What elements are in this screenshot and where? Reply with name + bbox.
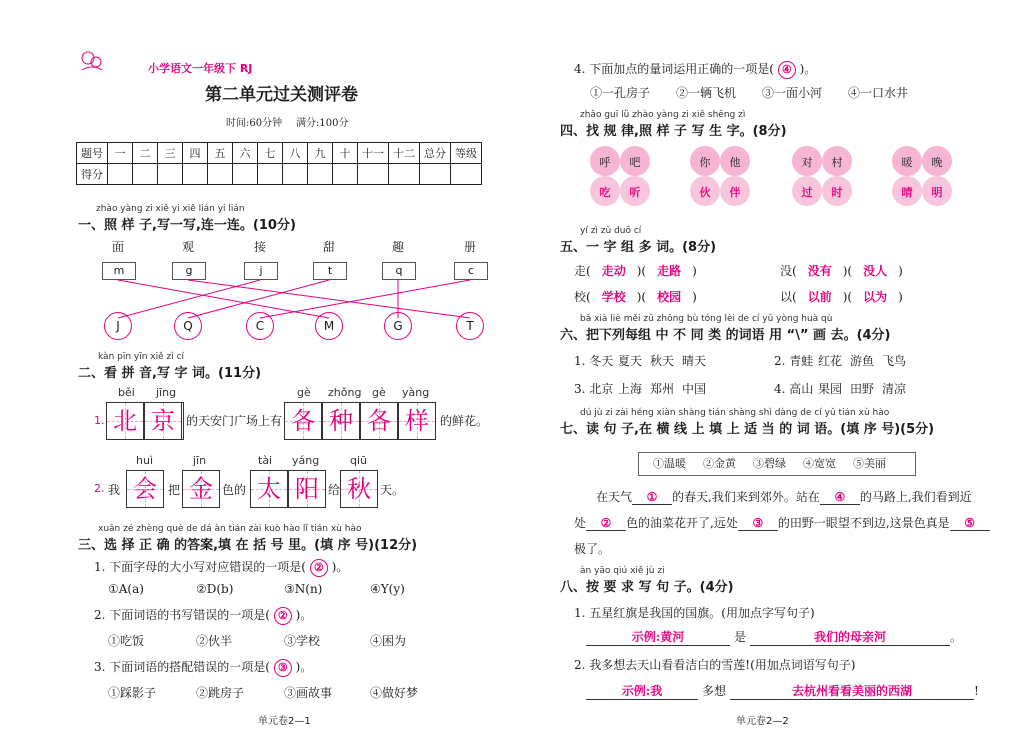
s2-tian: 天。 — [380, 483, 405, 497]
s3-q1-opt3: ③N(n) — [284, 582, 323, 596]
word-bank-item: ①温暖 — [653, 457, 686, 470]
char-yang: 样 — [398, 402, 436, 440]
s5-pinyin: yí zì zǔ duō cí — [580, 226, 642, 236]
s3-q2-opt1: ①吃饭 — [108, 634, 145, 648]
py-ge1: gè — [297, 386, 311, 399]
s8-title: 八、按 要 求 写 句 子。(4分) — [560, 580, 734, 595]
s3-q4-opt3: ③一面小河 — [762, 86, 823, 100]
s3-q1: 1. 下面字母的大小写对应错误的一项是( ② )。 — [94, 558, 348, 577]
score-header-cell: 十 — [333, 143, 358, 164]
series-label: 小学语文一年级下 RJ — [148, 62, 253, 75]
s6-word: 红花 — [818, 354, 843, 368]
py-hui: huì — [136, 454, 153, 467]
s2-gei: 给 — [328, 483, 341, 497]
s2-title: 二、看 拼 音,写 字 词。(11分) — [78, 366, 262, 381]
s8-q1: 1. 五星红旗是我国的国旗。(用加点字写句子) — [574, 606, 815, 620]
s8-q2-answer: 示例:我 多想 去杭州看看美丽的西湖 ! — [586, 682, 979, 700]
s7-title: 七、读 句 子,在 横 线 上 填 上 适 当 的 词 语。(填 序 号)(5分) — [560, 422, 935, 437]
word-bank-item: ②金黄 — [703, 457, 736, 470]
score-header-cell: 三 — [158, 143, 183, 164]
s3-q2-opt4: ④困为 — [370, 634, 407, 648]
s1-lower-box: g — [172, 262, 206, 280]
s1-lower-box: c — [454, 262, 488, 280]
s5-row: 校( 学校 )( 校园 ) — [574, 290, 697, 304]
s3-q1-opt2: ②D(b) — [196, 582, 234, 596]
py-jing: jīng — [156, 386, 177, 399]
score-header-cell: 十一 — [358, 143, 389, 164]
s1-pinyin: zhào yàng zi xiě yi xiě lián yi lián — [96, 204, 245, 214]
s6-word: 飞鸟 — [882, 354, 907, 368]
s4-pinyin: zhǎo guī lǜ zhào yàng zi xiě shēng zì — [580, 110, 746, 120]
s7-line2: 处 ② 色的油菜花开了,远处 ③ 的田野一眼望不到边,这景色真是 ⑤ — [574, 514, 990, 531]
s1-lower-box: j — [244, 262, 278, 280]
s1-lower-box: q — [382, 262, 416, 280]
s6-word: 果园 — [818, 382, 843, 396]
s3-q3-opt2: ②跳房子 — [196, 686, 245, 700]
s1-char: 观 — [182, 240, 195, 254]
word-bank-item: ④宽宽 — [803, 457, 836, 470]
score-header-cell: 九 — [308, 143, 333, 164]
s8-q2: 2. 我多想去天山看看洁白的雪莲!(用加点词语写句子) — [574, 658, 856, 672]
score-header-cell: 题号 — [77, 143, 108, 164]
score-header-cell: 总分 — [420, 143, 451, 164]
s6-title: 六、把下列每组 中 不 同 类 的词语 用 “\” 画 去。(4分) — [560, 328, 891, 343]
char-yang2: 阳 — [288, 470, 326, 508]
py-tai: tài — [258, 454, 273, 467]
s1-match-lines — [0, 0, 520, 340]
s1-lower-box: m — [102, 262, 136, 280]
s1-upper-circle: G — [384, 312, 412, 340]
char-zhong: 种 — [322, 402, 360, 440]
s3-q2-opt3: ③学校 — [284, 634, 321, 648]
page-title: 第二单元过关测评卷 — [205, 85, 358, 105]
score-label: 满分:100分 — [296, 118, 349, 129]
py-jin: jīn — [193, 454, 207, 467]
char-ge1: 各 — [284, 402, 322, 440]
s3-q3: 3. 下面词语的搭配错误的一项是( ③ )。 — [94, 658, 312, 677]
s2-mid1: 的天安门广场上有 — [186, 414, 283, 428]
s3-q2-opt2: ②伙半 — [196, 634, 233, 648]
flower-card: 暖 晚 晴 明 — [890, 144, 954, 208]
char-qiu: 秋 — [340, 470, 378, 508]
score-header-cell: 四 — [183, 143, 208, 164]
s3-pinyin: xuǎn zé zhèng què de dá àn tián zài kuò hào lǐ tián xù hào — [98, 524, 362, 534]
flower-card: 你 他 伙 伴 — [688, 144, 752, 208]
score-header-cell: 五 — [208, 143, 233, 164]
s1-title: 一、照 样 子,写一写,连一连。(10分) — [78, 218, 296, 233]
word-bank-item: ⑤美丽 — [853, 457, 886, 470]
footer-right: 单元卷2—2 — [736, 716, 789, 727]
s1-upper-circle: C — [246, 312, 274, 340]
s5-row: 以( 以前 )( 以为 ) — [780, 290, 903, 304]
score-header-cell: 六 — [233, 143, 258, 164]
char-ge2: 各 — [360, 402, 398, 440]
py-qiu: qiū — [350, 454, 368, 467]
flower-card: 呼 吧 吃 听 — [588, 144, 652, 208]
s3-q3-opt1: ①踩影子 — [108, 686, 157, 700]
s7-line3: 极了。 — [574, 542, 611, 556]
s7-pinyin: dú jù zi zài héng xiàn shàng tián shàng shì dàng de cí yǔ tián xù hào — [580, 408, 890, 418]
s3-q1-opt4: ④Y(y) — [370, 582, 405, 596]
char-jin: 金 — [182, 470, 220, 508]
s1-upper-circle: Q — [174, 312, 202, 340]
word-bank — [638, 452, 916, 476]
s1-upper-circle: T — [456, 312, 484, 340]
py-yang2: yáng — [292, 454, 320, 467]
score-header-cell: 二 — [133, 143, 158, 164]
footer-left: 单元卷2—1 — [258, 716, 311, 727]
char-tai: 太 — [250, 470, 288, 508]
s6-word: 清凉 — [882, 382, 907, 396]
s6-word: 田野 — [850, 382, 875, 396]
s3-q2: 2. 下面词语的书写错误的一项是( ② )。 — [94, 606, 312, 625]
s6-word: 游鱼 — [850, 354, 875, 368]
s3-q3-opt3: ③画故事 — [284, 686, 333, 700]
s4-title: 四、找 规 律,照 样 子 写 生 字。(8分) — [560, 124, 787, 139]
py-bei: běi — [118, 386, 135, 399]
s3-q1-opt1: ①A(a) — [108, 582, 144, 596]
s2-ba: 把 — [168, 483, 181, 497]
score-header-cell: 一 — [108, 143, 133, 164]
py-ge2: gè — [372, 386, 386, 399]
s1-char: 接 — [254, 240, 267, 254]
s8-pinyin: àn yāo qiú xiě jù zi — [580, 566, 665, 576]
s3-title: 三、选 择 正 确 的答案,填 在 括 号 里。(填 序 号)(12分) — [78, 538, 418, 553]
s6-word: 夏天 — [618, 354, 643, 368]
time-label: 时间:60分钟 — [226, 118, 283, 129]
char-bei: 北 — [106, 402, 144, 440]
s6-word: 郑州 — [650, 382, 675, 396]
s6-word: 晴天 — [682, 354, 707, 368]
char-hui: 会 — [126, 470, 164, 508]
s3-q3-opt4: ④做好梦 — [370, 686, 419, 700]
word-bank-item: ③碧绿 — [753, 457, 786, 470]
s2-l2-num: 2. — [94, 482, 105, 495]
score-header-cell: 八 — [283, 143, 308, 164]
s6-word: 中国 — [682, 382, 707, 396]
s2-se: 色的 — [222, 483, 247, 497]
s6-word: 秋天 — [650, 354, 675, 368]
s6-word: 上海 — [618, 382, 643, 396]
s2-l1-num: 1. — [94, 414, 105, 427]
score-header-cell: 等级 — [451, 143, 482, 164]
s6-pinyin: bǎ xià liè měi zǔ zhōng bù tóng lèi de cí yǔ yòng huà qù — [580, 314, 833, 324]
s3-q4: 4. 下面加点的量词运用正确的一项是( ④ )。 — [574, 60, 816, 79]
s8-q1-answer: 示例:黄河 是 我们的母亲河 。 — [586, 628, 962, 646]
score-label-cell: 得分 — [77, 164, 108, 185]
s6-word: 2. 青蛙 — [774, 354, 814, 368]
s3-q4-opt4: ④一口水井 — [848, 86, 909, 100]
s2-end1: 的鲜花。 — [440, 414, 489, 428]
s2-wo: 我 — [108, 483, 121, 497]
s5-row: 没( 没有 )( 没人 ) — [780, 264, 903, 278]
score-header-cell: 十二 — [389, 143, 420, 164]
s3-q4-opt2: ②一辆飞机 — [676, 86, 737, 100]
s1-char: 面 — [112, 240, 125, 254]
s6-word: 3. 北京 — [574, 382, 614, 396]
s1-char: 趣 — [392, 240, 405, 254]
s2-pinyin: kàn pīn yīn xiě zì cí — [98, 352, 185, 362]
s1-char: 甜 — [323, 240, 336, 254]
s1-upper-circle: J — [104, 312, 132, 340]
s6-word: 1. 冬天 — [574, 354, 614, 368]
py-zhong: zhǒng — [328, 386, 362, 399]
s7-line1: 在天气 ① 的春天,我们来到郊外。站在 ④ 的马路上,我们看到近 — [596, 490, 972, 504]
s1-lower-box: t — [313, 262, 347, 280]
py-yang: yàng — [402, 386, 430, 399]
s1-upper-circle: M — [315, 312, 343, 340]
s6-word: 4. 高山 — [774, 382, 814, 396]
s5-row: 走( 走动 )( 走路 ) — [574, 264, 697, 278]
char-jing: 京 — [144, 402, 182, 440]
s5-title: 五、一 字 组 多 词。(8分) — [560, 240, 717, 255]
score-header-cell: 七 — [258, 143, 283, 164]
flower-card: 对 村 过 时 — [790, 144, 854, 208]
s1-char: 册 — [464, 240, 477, 254]
s3-q4-opt1: ①一孔房子 — [590, 86, 651, 100]
